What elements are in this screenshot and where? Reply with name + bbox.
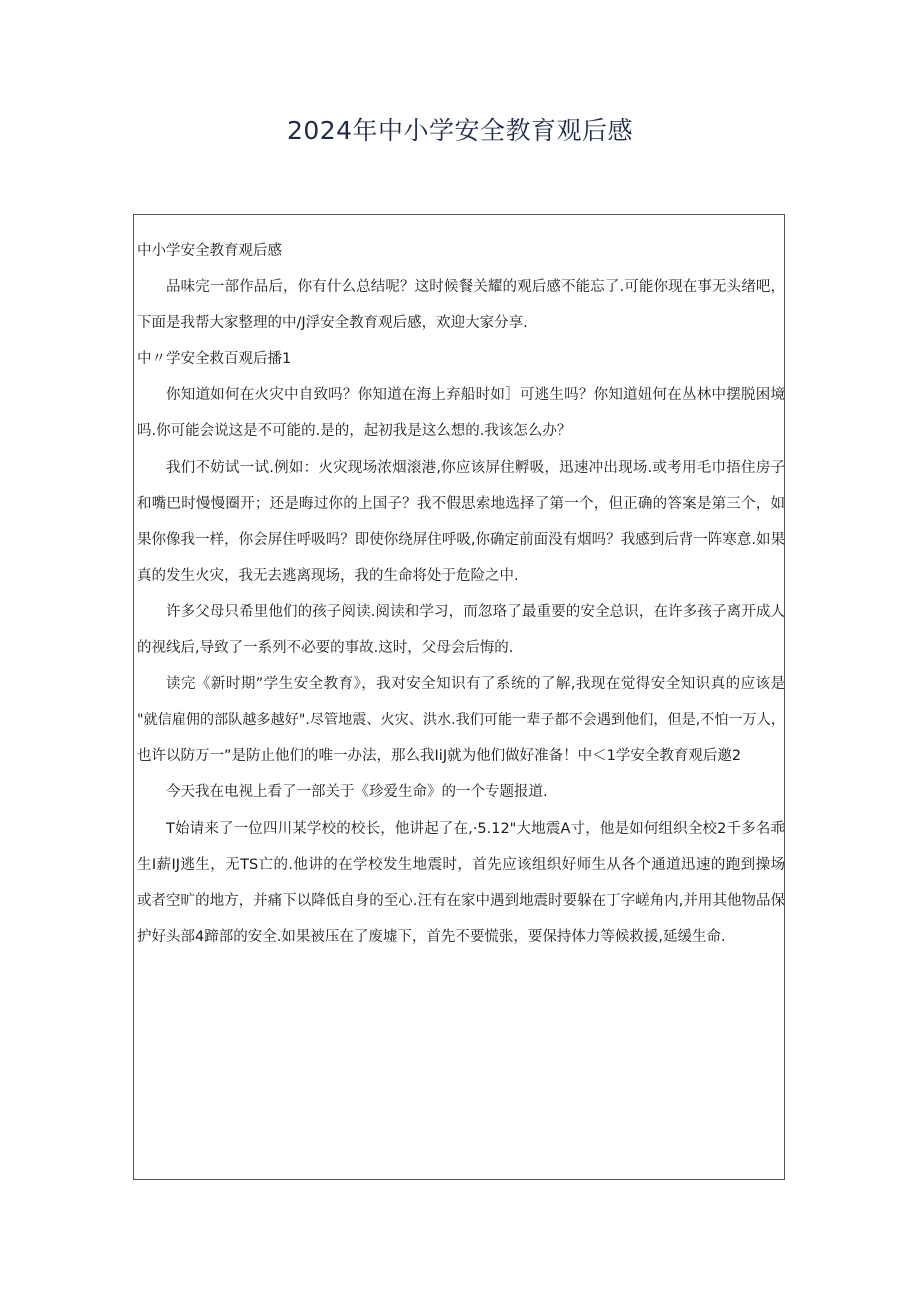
document-body — [137, 233, 785, 955]
text-line: "就信雇佣的部队越多越好".尽管地震、火灾、洪水.我们可能一辈子都不会遇到他们，但是,不怕一万人， — [137, 712, 785, 729]
text-line: 品味完一部作品后，你有什么总结呢？这时候餐关耀的观后感不能忘了.可能你现在事无头绪吧， — [166, 279, 785, 296]
text-line: 和嘴巴时慢慢圈开；还是晦过你的上国子？我不假思索地选择了第一个，但正确的答案是第三个，如 — [137, 495, 785, 512]
document-title: 2024年中小学安全教育观后感 — [286, 116, 634, 145]
text-line: 你知道如何在火灾中自致吗？你知道在海上弃船时如］可逃生吗？你知道妞何在丛林中摆脱困境 — [166, 387, 785, 404]
text-line: 的视线后,导致了一系列不必要的事故.这时，父母会后悔的. — [137, 640, 514, 657]
text-line: 或者空旷的地方，并痛下以降低自身的至心.汪有在家中遇到地震时要躲在丁字嵯角内,并用其他物品保 — [137, 892, 785, 909]
text-line: 吗.你可能会说这是不可能的.是的，起初我是这么想的.我该怎么办？ — [137, 423, 572, 440]
text-line: 下面是我帮大家整理的中/J浮安全教育观后感，欢迎大家分享. — [137, 315, 528, 332]
text-line: 也许以防万一”是防止他们的唯一办法，那么我IiJ就为他们做好准备！中＜1学安全教育观后邀2 — [137, 748, 742, 765]
text-line: 中〃学安全救百观后播1 — [137, 351, 292, 368]
text-line: 许多父母只希里他们的孩子阅读.阅读和学习，而忽珞了最重要的安全总识，在许多孩子离开成人 — [166, 603, 785, 620]
text-line: 今天我在电视上看了一部关于《珍爱生命》的一个专题报道. — [166, 784, 548, 801]
text-line: 生I薪IJ逃生，无TS亡的.他讲的在学校发生地震时，首先应该组织好师生从各个通道迅速的跑到操场 — [137, 856, 785, 873]
text-line: 真的发生火灾，我无去逃离现场，我的生命将处于危险之中. — [137, 567, 519, 584]
text-line: 读完《新时期”学生安全教育》，我对安全知识有了系统的了解,我现在觉得安全知识真的应该是 — [166, 676, 785, 693]
text-line: 果你像我一样，你会屏住呼吸吗？即使你绕屏住呼吸,你确定前面没有烟吗？我感到后背一阵寒意.如果 — [137, 531, 785, 548]
text-line: 护好头部4蹄部的安全.如果被压在了废墟下，首先不要慌张，要保持体力等候救援,延缓生命. — [137, 928, 726, 945]
text-line: 我们不妨试一试.例如：火灾现场浓烟滚港,你应该屏住孵吸，迅速冲出现场.或考用毛巾捂住房子 — [166, 459, 785, 476]
section-heading: 中小学安全教育观后感 — [137, 243, 282, 259]
content-frame — [133, 214, 785, 1180]
text-line: T始请来了一位四川某学校的校长，他讲起了在,·5.12"大地震A寸，他是如何组织全校2千多名乖 — [166, 820, 785, 837]
